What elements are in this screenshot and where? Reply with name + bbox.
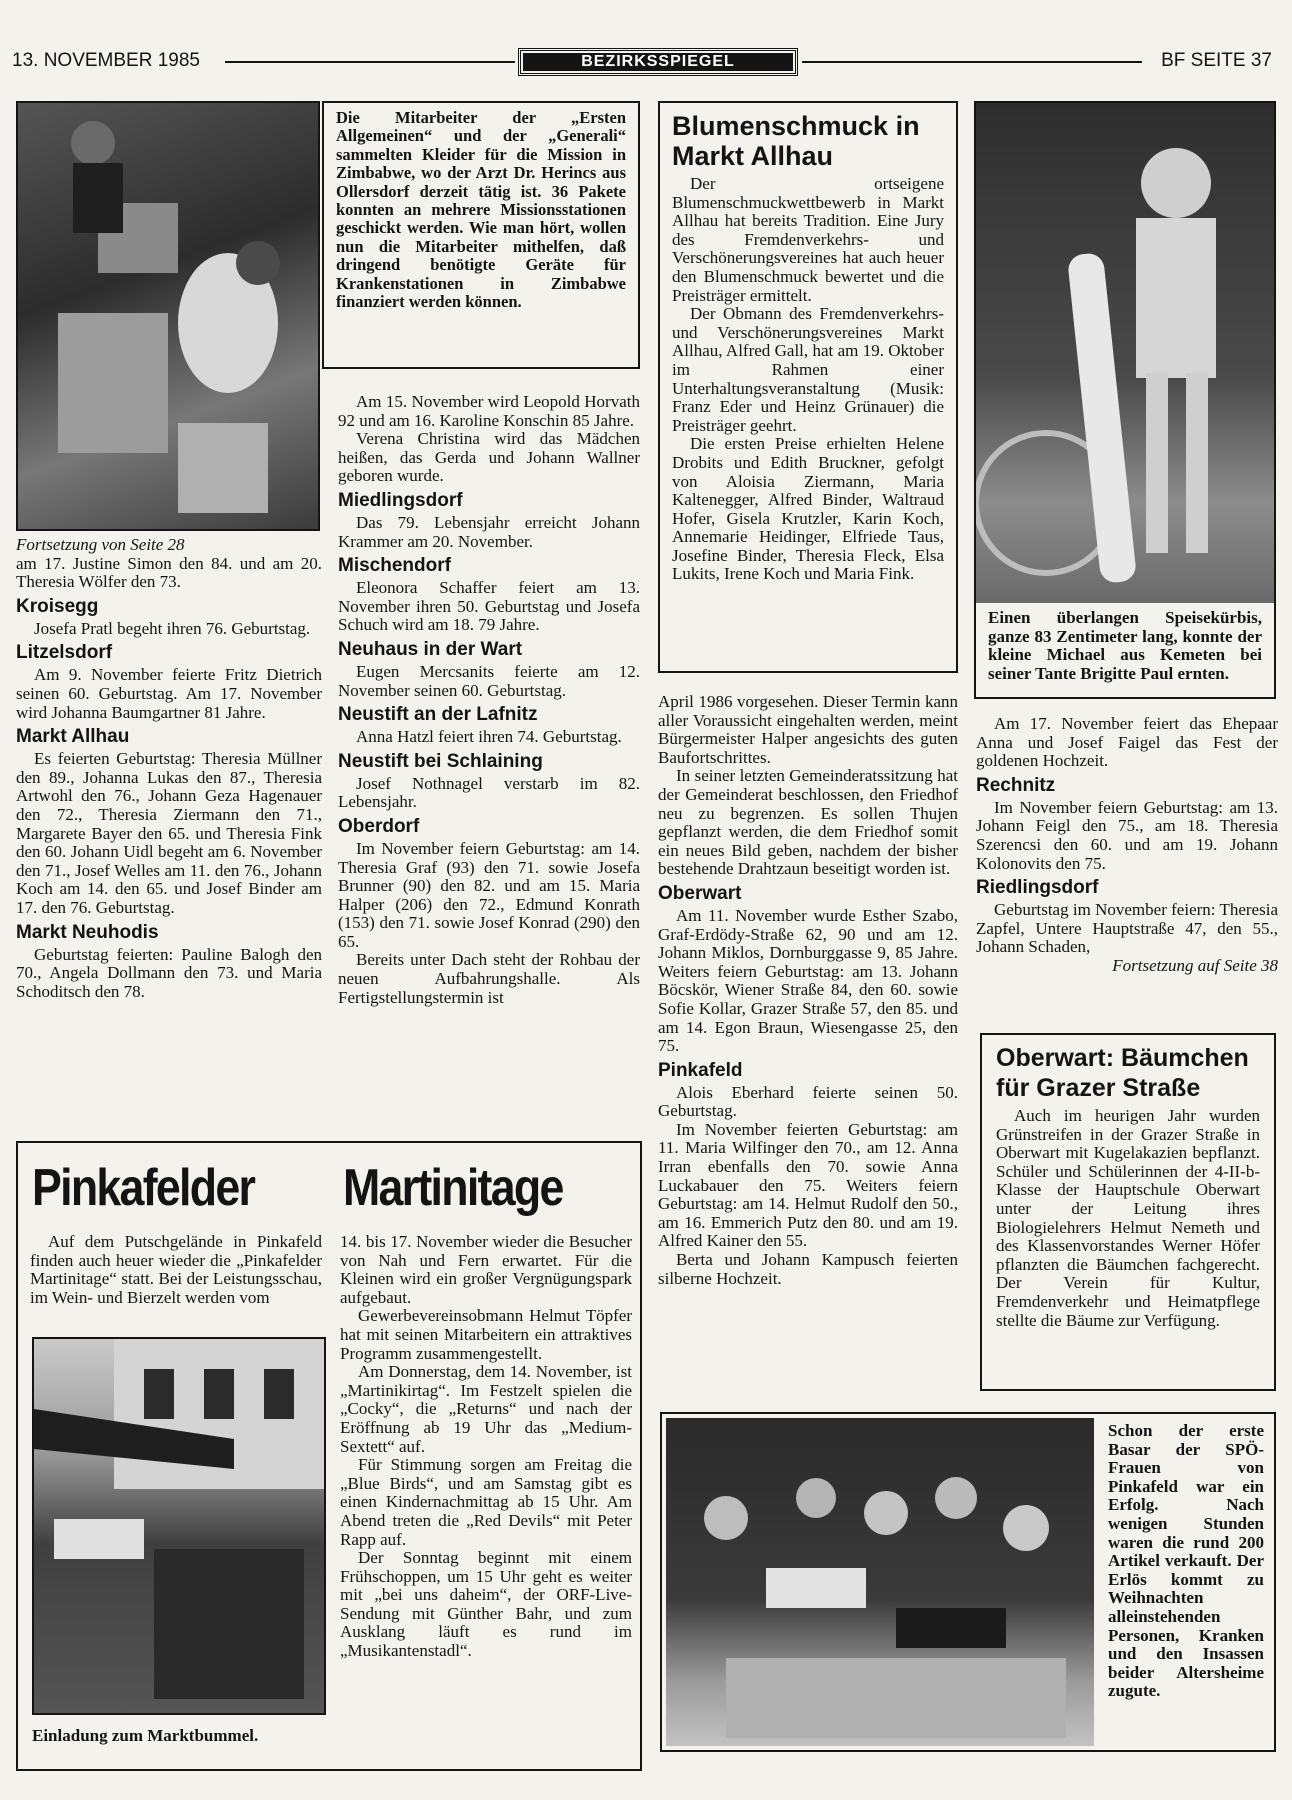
heading-riedlingsdorf: Riedlingsdorf <box>976 877 1099 899</box>
grazer-title: Oberwart: Bäumchen für Grazer Straße <box>996 1044 1249 1102</box>
text-neuhaus: Eugen Mercsanits feierte am 12. November seinen 60. Geburtstag. <box>338 661 640 700</box>
text-neustift-lafnitz: Anna Hatzl feiert ihren 74. Geburtstag. <box>356 727 622 747</box>
blumen-para-3: Die ersten Preise erhielten Helene Drobits und Edith Bruckner, gefolgt von Aloisia Ziermann, Maria Kaltenegger, Alfred Binder, Waltraud Hofer, Gisela Krutzler, Karin Koch, Annemarie Heidinger, Elfriede Taus, Josefine Binder, Theresia Fleck, Elsa Lukits, Irene Koch und Maria Fink. <box>672 434 944 584</box>
headline-left: Pinkafelder <box>32 1159 255 1217</box>
heading-neuhaus: Neuhaus in der Wart <box>338 638 523 660</box>
column-3 <box>658 693 958 1288</box>
text-miedlingsdorf: Das 79. Lebensjahr erreicht Johann Krammer am 20. November. <box>338 512 640 551</box>
col3-intro-1: April 1986 vorgesehen. Dieser Termin kann aller Voraussicht eingehalten werden, meint Bürgermeister Halper angesichts des guten Baufortschrittes. <box>658 692 958 767</box>
text-pinkafeld-2: Im November feierten Geburtstag: am 11. Maria Wilfinger den 70., am 12. Anna Irran ebenfalls den 70. sowie Anna Luckabauer den 75. Weiters feiern Geburtstag: am 14. Helmut Rudolf den 50., am 16. Emmerich Putz den 80. und am 19. Alfred Kainer den 55. <box>658 1119 958 1251</box>
header-page-number: BF SEITE 37 <box>1155 50 1272 72</box>
text-kroisegg: Josefa Pratl begeht ihren 76. Geburtstag. <box>34 618 311 638</box>
martini-right-text <box>340 1233 632 1661</box>
grazer-strasse-box <box>980 1033 1276 1391</box>
martini-left-text: Auf dem Putschgelände in Pinkafeld finden auch heuer wieder die „Pinkafelder Martinitage“ statt. Bei der Leistungsschau, im Wein- und Bierzelt werden vom <box>30 1232 322 1307</box>
heading-neustift-schlaining: Neustift bei Schlaining <box>338 750 543 772</box>
photo-market <box>32 1337 326 1715</box>
heading-pinkafeld: Pinkafeld <box>658 1059 743 1081</box>
text-oberdorf: Im November feiern Geburtstag: am 14. Theresia Graf (93) den 71. sowie Josefa Brunner (90) den 82. und am 15. Maria Halper (206) den 72., Edmund Konrath (153) den 71. sowie Josef Konrad (290) den 65. <box>338 838 640 951</box>
blumen-para-2: Der Obmann des Fremdenverkehrs- und Verschönerungsvereines Markt Allhau, Alfred Gall, hat am 19. Oktober im Rahmen einer Unterhaltungsveranstaltung (Musik: Franz Eder und Heinz Grünauer) die Preisträger geehrt. <box>672 304 944 435</box>
col4-intro: Am 17. November feiert das Ehepaar Anna und Josef Faigel das Fest der goldenen Hochzeit. <box>976 714 1278 771</box>
section-banner <box>518 48 798 76</box>
martini-para-2: Gewerbevereinsobmann Helmut Töpfer hat mit seinen Mitarbeitern ein attraktives Programm zusammengestellt. <box>340 1306 632 1363</box>
column-4 <box>976 715 1278 976</box>
basar-caption: Schon der erste Basar der SPÖ-Frauen von Pinkafeld war ein Erfolg. Nach wenigen Stunden waren die rund 200 Artikel verkauft. Der Erlös kommt zu Weihnachten alleinstehenden Personen, Kranken und den Insassen beider Altersheime zugute. <box>1108 1421 1264 1701</box>
photo-illustration <box>976 103 1274 603</box>
text-mischendorf: Eleonora Schaffer feiert am 13. November ihren 50. Geburtstag und Josefa Schuch wird am 18. 79 Jahre. <box>338 578 640 635</box>
text-pinkafeld-3: Berta und Johann Kampusch feierten silberne Hochzeit. <box>658 1250 958 1288</box>
kuerbis-box <box>974 101 1276 699</box>
heading-mischendorf: Mischendorf <box>338 555 451 577</box>
continued-from: Fortsetzung von Seite 28 <box>16 535 185 554</box>
kuerbis-caption: Einen überlangen Speisekürbis, ganze 83 Zentimeter lang, konnte der kleine Michael aus Kemeten bei seiner Tante Brigitte Paul ernten. <box>988 608 1262 683</box>
martini-para-4: Für Stimmung sorgen am Freitag die „Blue Birds“, und am Samstag gibt es einen Kindernachmittag ab 15 Uhr. Am Abend treten die „Red Devils“ mit Peter Rapp auf. <box>340 1455 632 1549</box>
text-litzelsdorf: Am 9. November feierte Fritz Dietrich seinen 60. Geburtstag. Am 17. November wird Johanna Baumgartner 81 Jahre. <box>16 665 322 722</box>
column-2 <box>338 393 640 1007</box>
heading-miedlingsdorf: Miedlingsdorf <box>338 489 463 511</box>
blumenschmuck-title: Blumenschmuck in Markt Allhau <box>672 111 920 171</box>
martini-para-3: Am Donnerstag, dem 14. November, ist „Martinikirtag“. Im Festzelt spielen die „Cocky“, die „Returns“ und nach der Eröffnung ab 19 Uhr das „Medium-Sextett“ auf. <box>340 1362 632 1456</box>
heading-rechnitz: Rechnitz <box>976 774 1056 796</box>
photo-clothing-donation <box>16 101 320 531</box>
column-1 <box>16 536 322 1001</box>
headline-right: Martinitage <box>343 1159 563 1217</box>
page-header <box>12 48 1280 76</box>
photo-illustration <box>34 1339 324 1713</box>
col2-intro-1: Am 15. November wird Leopold Horvath 92 und am 16. Karoline Konschin 85 Jahre. <box>338 392 640 430</box>
text-pinkafeld-1: Alois Eberhard feierte seinen 50. Geburtstag. <box>658 1082 958 1121</box>
photo-pumpkin-boy <box>976 103 1274 603</box>
continued-to: Fortsetzung auf Seite 38 <box>1112 955 1278 975</box>
header-date: 13. NOVEMBER 1985 <box>12 50 200 71</box>
martinitage-article <box>16 1141 642 1771</box>
basar-box <box>660 1412 1276 1752</box>
text-oberdorf-2: Bereits unter Dach steht der Rohbau der neuen Aufbahrungshalle. Als Fertigstellungstermin ist <box>338 950 640 1007</box>
text-markt-neuhodis: Geburtstag feierten: Pauline Balogh den 70., Angela Dollmann den 73. und Maria Schoditsch den 78. <box>16 944 322 1001</box>
text-markt-allhau: Es feierten Geburtstag: Theresia Müllner den 89., Johanna Lukas den 87., Theresia Artwohl den 76., Johann Geza Hagenauer den 72., Theresia Ziermann den 71., Margarete Bayer den 65. und Theresia Fink den 60. Johann Uidl begeht am 6. November den 71., Josef Welles am 11. den 76., Johann Koch am 14. den 65. und Josef Binder am 17. den 76. Geburtstag. <box>16 749 322 917</box>
blumen-para-1: Der ortseigene Blumenschmuckwettbewerb in Markt Allhau hat bereits Tradition. Eine Jury des Fremdenverkehrs- und Verschönerungsvereines hat auch heuer den Blumenschmuck bewertet und die Preisträger ermittelt. <box>672 174 944 305</box>
photo-illustration <box>666 1418 1094 1746</box>
heading-litzelsdorf: Litzelsdorf <box>16 642 113 664</box>
mission-box <box>322 101 640 369</box>
heading-oberdorf: Oberdorf <box>338 815 420 837</box>
col3-intro-2: In seiner letzten Gemeinderatssitzung hat der Gemeinderat beschlossen, den Friedhof neu zu begrenzen. Es sollen Thujen gepflanzt werden, die dem Friedhof somit ein neues Bild geben, nachdem der bisher bestehende Drahtzaun beseitigt worden ist. <box>658 766 958 879</box>
text-neustift-schlaining: Josef Nothnagel verstarb im 82. Lebensjahr. <box>338 773 640 812</box>
section-title: BEZIRKSSPIEGEL <box>523 53 793 71</box>
text-riedlingsdorf: Geburtstag im November feiern: Theresia Zapfel, Untere Hauptstraße 47, den 55., Johann Schaden, <box>976 900 1278 957</box>
heading-kroisegg: Kroisegg <box>16 595 99 617</box>
col1-intro: am 17. Justine Simon den 84. und am 20. Theresia Wölfer den 73. <box>16 553 322 592</box>
grazer-text: Auch im heurigen Jahr wurden Grünstreifen in der Grazer Straße in Oberwart mit Kugelakazien bepflanzt. Schüler und Schülerinnen der 4-II-b-Klasse der Hauptschule Oberwart unter der Leitung ihres Biologielehrers Helmut Nemeth und des Klassenvorstandes Werner Höfer pflanzten die Bäumchen fachgerecht. Der Verein für Kultur, Fremdenverkehr und Heimatpflege stellte die Bäume zur Verfügung. <box>996 1106 1260 1330</box>
martini-para-1: 14. bis 17. November wieder die Besucher von Nah und Fern erwartet. Für die Kleinen wird ein großer Vergnügungspark aufgebaut. <box>340 1232 632 1307</box>
heading-oberwart: Oberwart <box>658 882 742 904</box>
mission-text: Die Mitarbeiter der „Ersten Allgemeinen“ und der „Generali“ sammelten Kleider für die Mission in Zimbabwe, wo der Arzt Dr. Herincs aus Ollersdorf derzeit tätig ist. 36 Pakete konnten an mehrere Missionsstationen geschickt werden. Wie man hört, wollen nun die Mitarbeiter mithelfen, daß dringend benötigte Geräte für Krankenstationen in Zimbabwe finanziert werden können. <box>336 108 626 312</box>
blumenschmuck-box <box>658 101 958 673</box>
heading-markt-neuhodis: Markt Neuhodis <box>16 921 159 943</box>
heading-neustift-lafnitz: Neustift an der Lafnitz <box>338 704 538 726</box>
martini-para-5: Der Sonntag beginnt mit einem Frühschoppen, um 15 Uhr geht es weiter mit „bei uns daheim“, der ORF-Live-Sendung mit Günther Bahr, und zum Ausklang läuft es rund im „Musikantenstadl“. <box>340 1548 632 1661</box>
photo-basar <box>666 1418 1094 1746</box>
photo-illustration <box>18 103 318 529</box>
heading-markt-allhau: Markt Allhau <box>16 726 130 748</box>
col2-intro-2: Verena Christina wird das Mädchen heißen, das Gerda und Johann Wallner geboren wurde. <box>338 429 640 486</box>
market-caption: Einladung zum Marktbummel. <box>32 1726 259 1745</box>
text-rechnitz: Im November feiern Geburtstag: am 13. Johann Feigl den 75., am 18. Theresia Szerencsi den 60. und am 19. Johann Kolonovits den 75. <box>976 797 1278 873</box>
text-oberwart: Am 11. November wurde Esther Szabo, Graf-Erdödy-Straße 62, 90 und am 12. Johann Miklos, Dornburggasse 9, 85 Jahre. Weiters feiern Geburtstag: am 13. Johann Böcskör, Wiener Straße 84, den 60. sowie Sofie Kollar, Grazer Straße 57, den 85. und am 14. Egon Braun, Wiesengasse 25, den 75. <box>658 905 958 1056</box>
